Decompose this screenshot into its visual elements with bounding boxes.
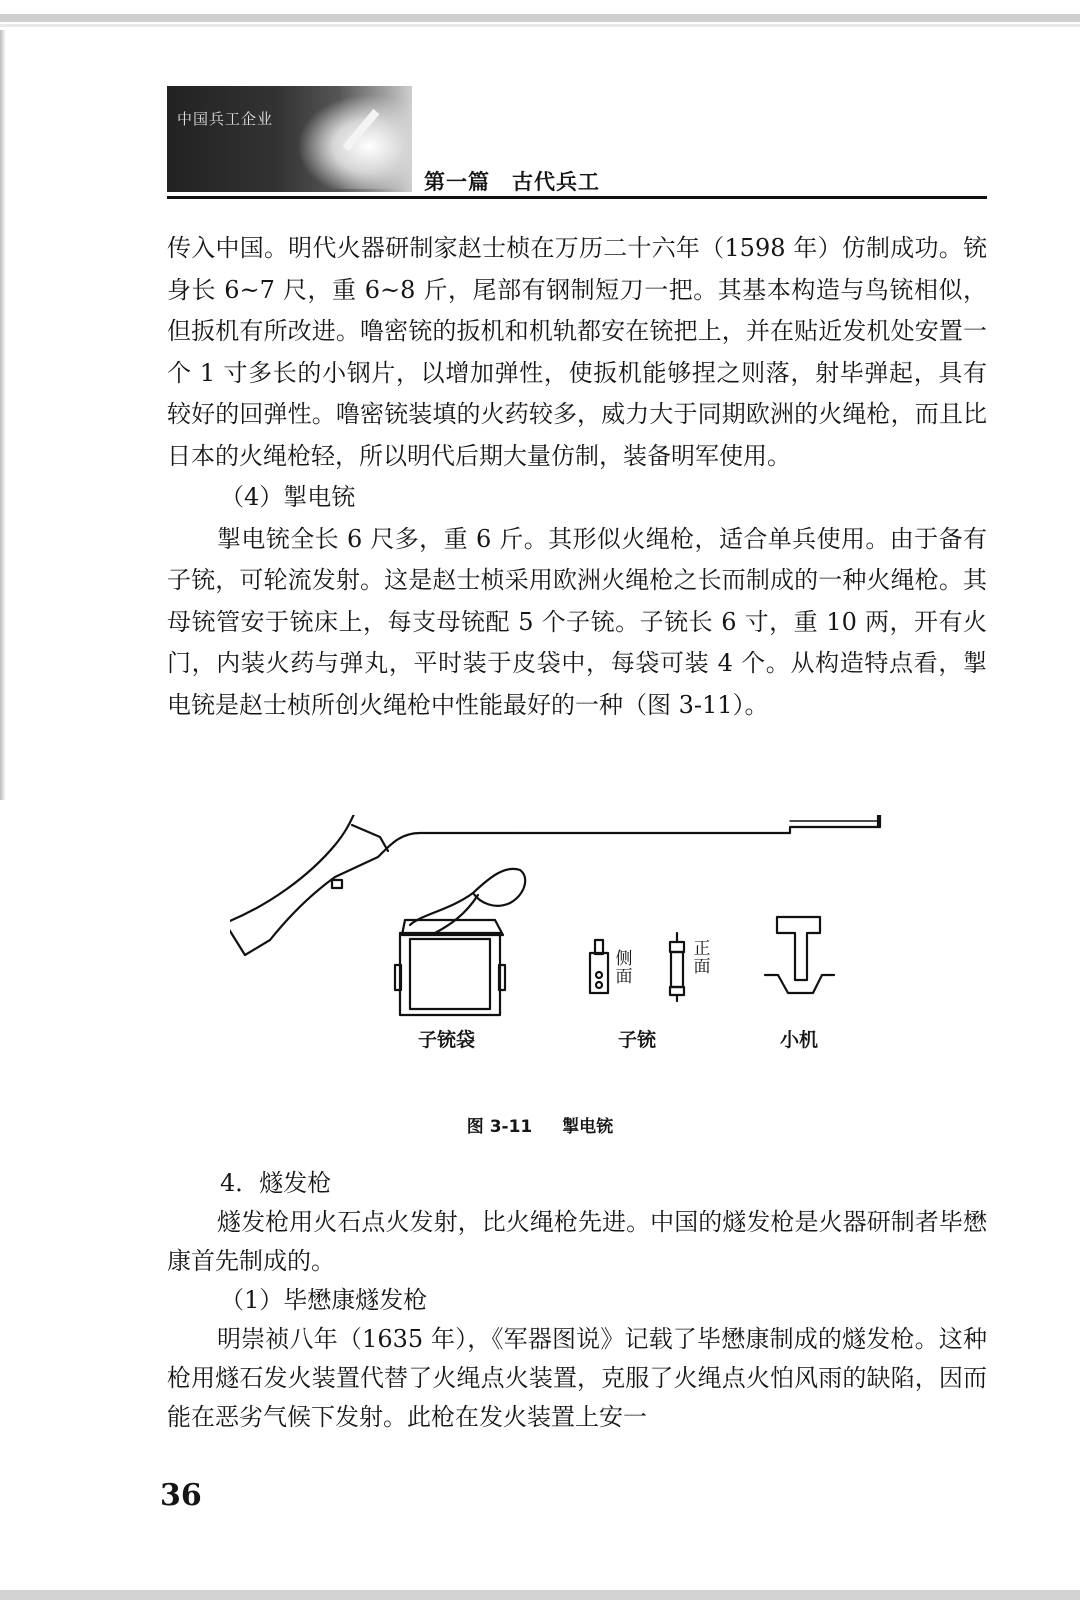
body-text-top: [167, 228, 987, 726]
scan-edge-left: [0, 30, 6, 800]
barrel: [355, 815, 880, 833]
label-trigger: 小机: [780, 1029, 819, 1051]
header-section-title: 第一篇 古代兵工: [424, 170, 600, 194]
scan-edge-bottom: [0, 1590, 1080, 1600]
caption-title: 掣电铳: [562, 1117, 614, 1137]
figure-3-11: [230, 815, 930, 1105]
section-heading: 4．燧发枪: [220, 1169, 332, 1197]
gun-illustration: [230, 815, 930, 1105]
paragraph: 掣电铳全长 6 尺多，重 6 斤。其形似火绳枪，适合单兵使用。由于备有子铳，可轮流发射。这是赵士桢采用欧洲火绳枪之长而制成的一种火绳枪。其母铳管安于铳床上，每支母铳配 5 个子铳。子铳长 6 寸，重 10 两，开有火门，内装火药与弹丸，平时装于皮袋中，每袋可装 4 个。从构造特点看，掣电铳是赵士桢所创火绳枪中性能最好的一种（图 3-11）。: [167, 524, 987, 719]
caption-number: 图 3-11: [466, 1117, 533, 1137]
scan-edge-top: [0, 14, 1080, 22]
label-pouch: 子铳袋: [418, 1029, 476, 1051]
label-front-view: 正面: [693, 939, 711, 977]
label-side-view: 侧面: [615, 949, 633, 987]
header-brand: 中国兵工企业: [177, 110, 274, 128]
figure-caption: [0, 1112, 1080, 1137]
header-banner-image: [167, 86, 412, 192]
label-sub-gun: 子铳: [618, 1029, 657, 1051]
paragraph: 燧发枪用火石点火发射，比火绳枪先进。中国的燧发枪是火器研制者毕懋康首先制成的。: [167, 1208, 987, 1275]
scan-edge-top-inner: [0, 24, 1080, 27]
paragraph: 明崇祯八年（1635 年），《军器图说》记载了毕懋康制成的燧发枪。这种枪用燧石发火装置代替了火绳点火装置，克服了火绳点火怕风雨的缺陷，因而能在恶劣气候下发射。此枪在发火装置上安一: [167, 1325, 987, 1431]
subheading: （4）掣电铳: [220, 483, 356, 511]
subheading: （1）毕懋康燧发枪: [220, 1286, 428, 1314]
paragraph: 传入中国。明代火器研制家赵士桢在万历二十六年（1598 年）仿制成功。铳身长 6~7 尺，重 6~8 斤，尾部有钢制短刀一把。其基本构造与鸟铳相似，但扳机有所改进。噜密铳的扳机和机轨都安在铳把上，并在贴近发机处安置一个 1 寸多长的小钢片，以增加弹性，使扳机能够捏之则落，射毕弹起，具有较好的回弹性。噜密铳装填的火药较多，威力大于同期欧洲的火绳枪，而且比日本的火绳枪轻，所以明代后期大量仿制，装备明军使用。: [167, 234, 987, 470]
header-rule: [167, 196, 987, 199]
page-number: 36: [160, 1478, 202, 1513]
body-text-bottom: [167, 1164, 987, 1437]
trigger-part: [777, 917, 820, 980]
